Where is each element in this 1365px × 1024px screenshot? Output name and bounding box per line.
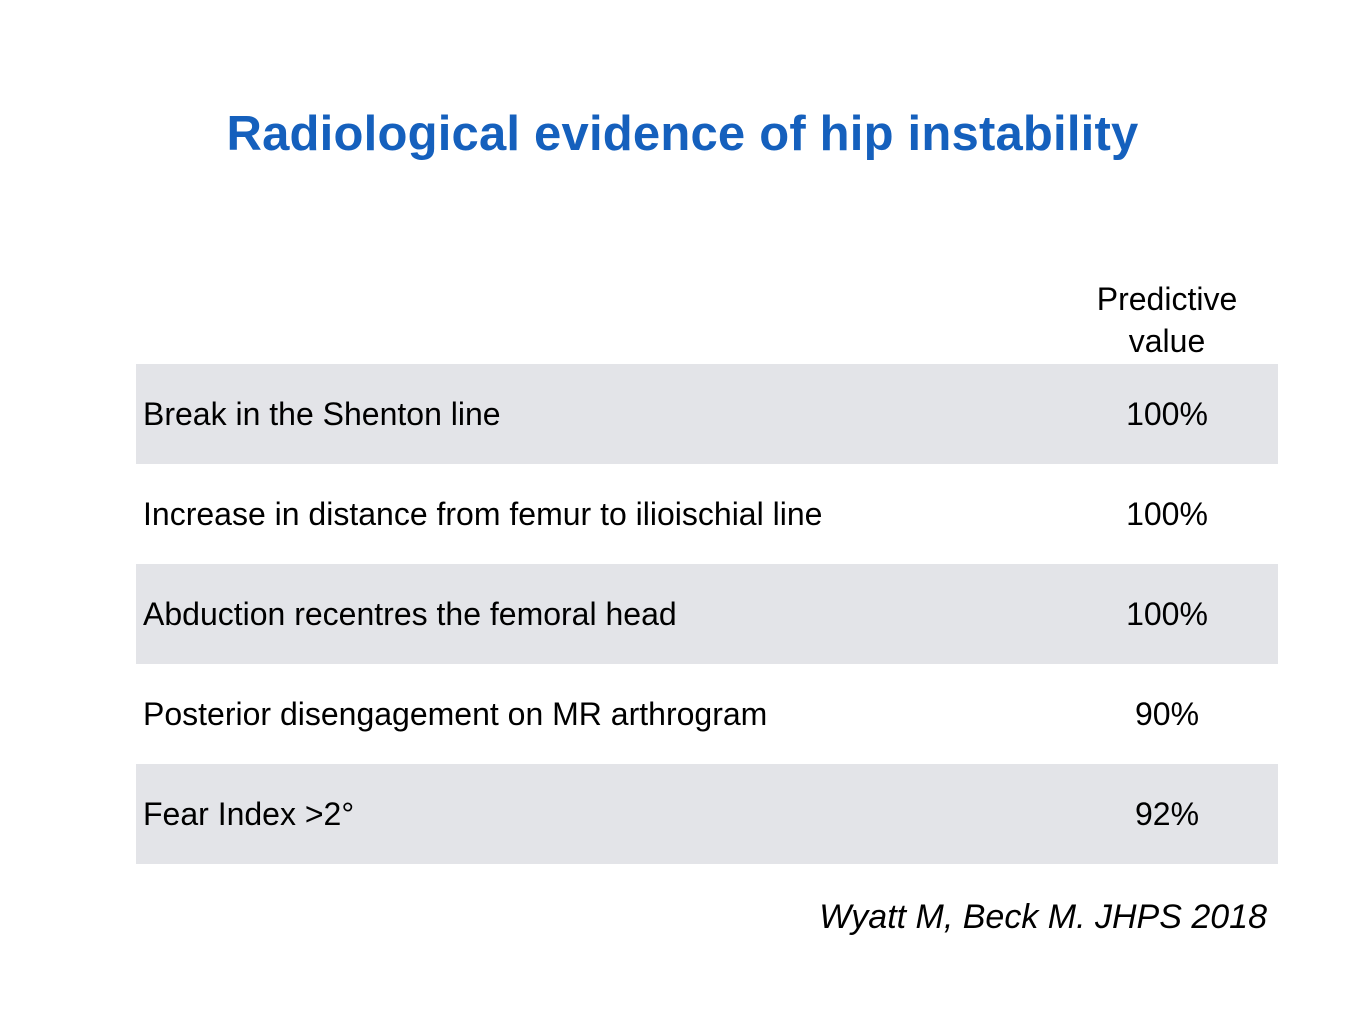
table-row: [136, 364, 1278, 464]
row-label: Fear Index >2°: [143, 795, 355, 832]
table-row: [136, 464, 1278, 564]
header-line-2: value: [1128, 323, 1206, 359]
table-row: [136, 764, 1278, 864]
header-line-1: Predictive: [1096, 281, 1238, 317]
row-value: 100%: [1126, 595, 1208, 632]
row-value: 100%: [1126, 495, 1208, 532]
row-value: 100%: [1126, 395, 1208, 432]
row-label: Increase in distance from femur to ilioischial line: [143, 495, 823, 532]
table-row: [136, 564, 1278, 664]
row-value: 92%: [1134, 795, 1200, 832]
table-header-row: [136, 270, 1278, 364]
row-label: Break in the Shenton line: [143, 395, 501, 432]
predictive-value-header: [1066, 278, 1268, 362]
table-row: [136, 664, 1278, 764]
row-label: Abduction recentres the femoral head: [143, 595, 677, 632]
predictive-value-table: [136, 270, 1278, 864]
citation: Wyatt M, Beck M. JHPS 2018: [819, 898, 1267, 936]
row-label: Posterior disengagement on MR arthrogram: [143, 695, 768, 732]
row-value: 90%: [1134, 695, 1200, 732]
slide-title: Radiological evidence of hip instability: [226, 107, 1139, 161]
